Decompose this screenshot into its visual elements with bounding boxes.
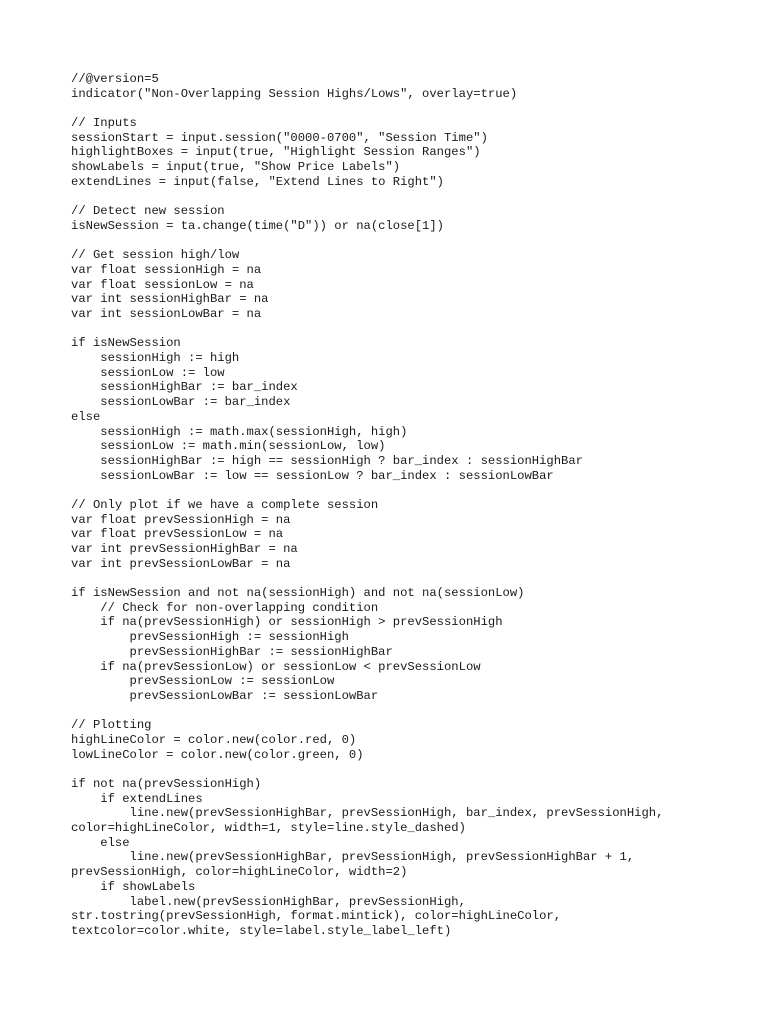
code-line: var int sessionHighBar = na	[71, 292, 269, 307]
code-line: // Plotting	[71, 718, 152, 733]
code-line: textcolor=color.white, style=label.style_label_left)	[71, 923, 452, 938]
code-line	[71, 322, 751, 337]
code-line: // Detect new session	[71, 204, 225, 219]
code-line: sessionLowBar := low == sessionLow ? bar_index : sessionLowBar	[71, 468, 554, 483]
code-line: highlightBoxes = input(true, "Highlight Session Ranges")	[71, 145, 481, 160]
code-line: if na(prevSessionHigh) or sessionHigh > prevSessionHigh	[71, 615, 503, 630]
code-line: if showLabels	[71, 879, 196, 894]
code-line: prevSessionHigh, color=highLineColor, width=2)	[71, 865, 408, 880]
code-line: var int sessionLowBar = na	[71, 307, 262, 321]
code-line	[71, 704, 751, 719]
code-line: // Only plot if we have a complete session	[71, 497, 379, 512]
code-line	[71, 234, 751, 249]
code-line: prevSessionHighBar := sessionHighBar	[71, 644, 393, 659]
code-line: prevSessionHigh := sessionHigh	[71, 630, 349, 645]
code-line: label.new(prevSessionHighBar, prevSessionHigh,	[71, 894, 466, 909]
code-line: sessionHighBar := bar_index	[71, 380, 298, 395]
code-line: color=highLineColor, width=1, style=line.style_dashed)	[71, 821, 466, 836]
code-line: else	[71, 409, 101, 424]
code-line: extendLines = input(false, "Extend Lines to Right")	[71, 174, 444, 189]
code-line: // Get session high/low	[71, 248, 240, 263]
code-line: // Inputs	[71, 116, 137, 131]
code-line: var int prevSessionHighBar = na	[71, 542, 298, 556]
code-line: // Check for non-overlapping condition	[71, 600, 379, 615]
code-line: sessionHighBar := high == sessionHigh ? bar_index : sessionHighBar	[71, 453, 583, 468]
code-line: var float sessionHigh = na	[71, 262, 262, 277]
code-line: if not na(prevSessionHigh)	[71, 777, 262, 791]
code-document	[71, 72, 751, 939]
code-line: var float sessionLow = na	[71, 277, 254, 292]
code-line: sessionLow := math.min(sessionLow, low)	[71, 439, 386, 454]
code-line: var int prevSessionLowBar = na	[71, 556, 291, 571]
code-line: lowLineColor = color.new(color.green, 0)	[71, 747, 364, 762]
code-line: sessionLowBar := bar_index	[71, 395, 291, 410]
code-line: sessionHigh := high	[71, 351, 240, 366]
code-line: else	[71, 835, 130, 850]
code-line: line.new(prevSessionHighBar, prevSessionHigh, bar_index, prevSessionHigh,	[71, 806, 664, 821]
code-line	[71, 101, 751, 116]
code-line	[71, 762, 751, 777]
code-line: str.tostring(prevSessionHigh, format.mintick), color=highLineColor,	[71, 909, 562, 924]
code-line: if na(prevSessionLow) or sessionLow < prevSessionLow	[71, 659, 481, 674]
code-line: //@version=5	[71, 72, 159, 86]
code-line: sessionStart = input.session("0000-0700", "Session Time")	[71, 130, 488, 145]
code-line: sessionLow := low	[71, 365, 225, 380]
code-line: var float prevSessionLow = na	[71, 527, 284, 542]
code-line: var float prevSessionHigh = na	[71, 512, 291, 527]
code-line: prevSessionLowBar := sessionLowBar	[71, 688, 379, 703]
code-line: line.new(prevSessionHighBar, prevSessionHigh, prevSessionHighBar + 1,	[71, 850, 635, 865]
code-line	[71, 571, 751, 586]
code-line: if isNewSession and not na(sessionHigh) and not na(sessionLow)	[71, 586, 525, 601]
code-line: if isNewSession	[71, 336, 181, 351]
code-line: highLineColor = color.new(color.red, 0)	[71, 732, 357, 747]
code-line	[71, 190, 751, 205]
code-line: if extendLines	[71, 791, 203, 806]
code-line: showLabels = input(true, "Show Price Labels")	[71, 160, 401, 175]
code-line	[71, 483, 751, 498]
code-line: prevSessionLow := sessionLow	[71, 674, 335, 689]
code-line: indicator("Non-Overlapping Session Highs/Lows", overlay=true)	[71, 86, 518, 101]
code-line: isNewSession = ta.change(time("D")) or na(close[1])	[71, 218, 444, 233]
code-line: sessionHigh := math.max(sessionHigh, high)	[71, 424, 408, 439]
